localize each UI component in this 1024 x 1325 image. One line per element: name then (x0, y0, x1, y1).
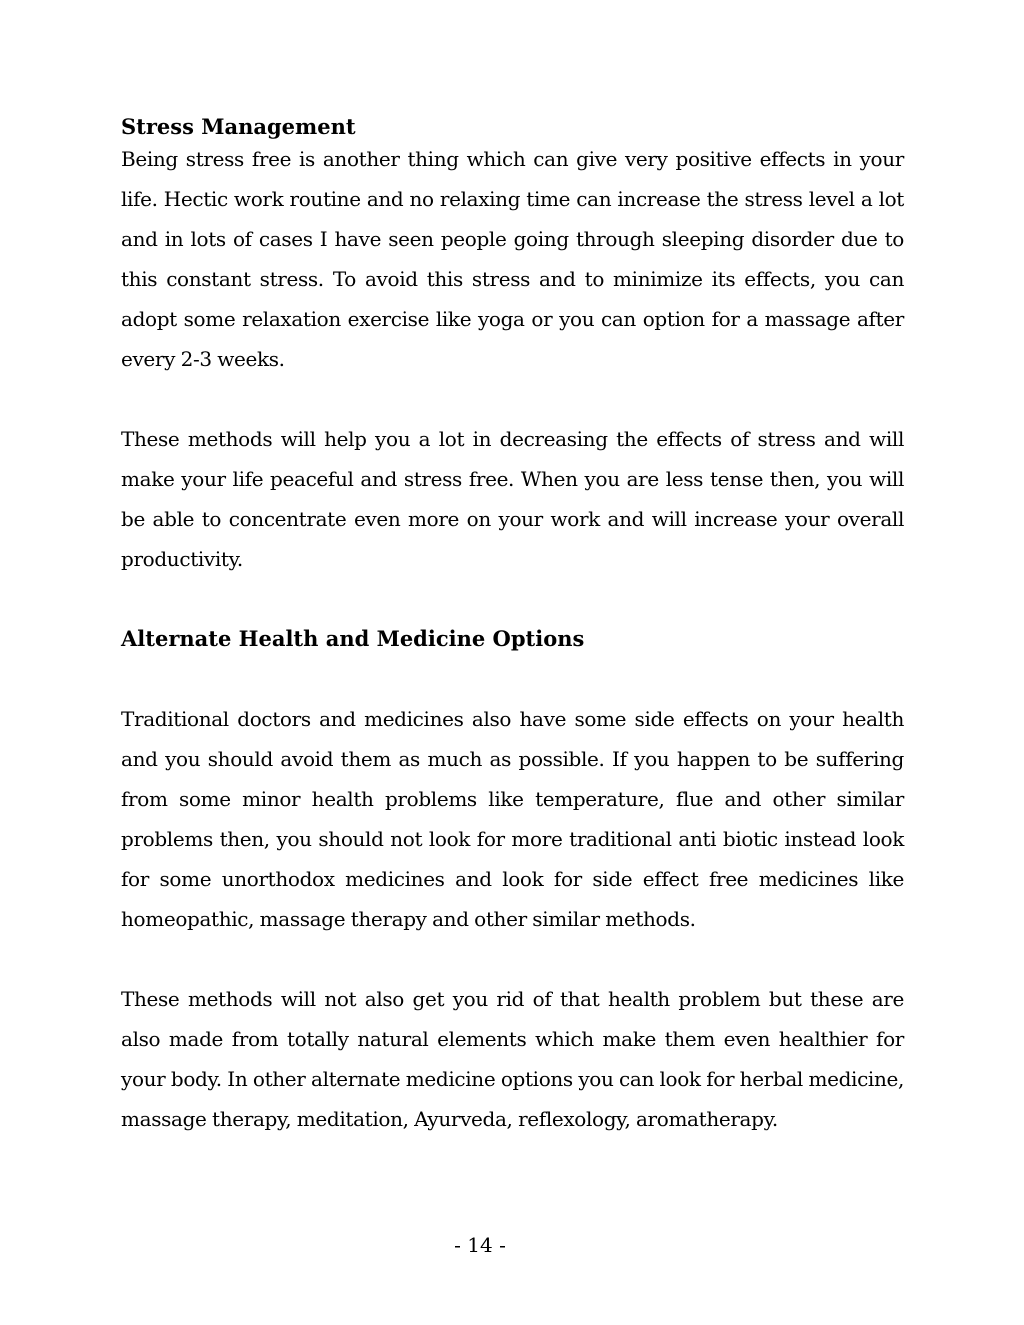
section-heading-alternate-health: Alternate Health and Medicine Options (121, 626, 585, 651)
paragraph: These methods will help you a lot in decreasing the effects of stress and will make your life peaceful and stress free. When you are less tense then, you will be able to concentrate even more on your work and will increase your overall productivity. (121, 427, 904, 571)
document-body (121, 113, 904, 1139)
page-number: - 14 - (454, 1233, 506, 1257)
paragraph: These methods will not also get you rid of that health problem but these are also made from totally natural elements which make them even healthier for your body. In other alternate medicine options you can look for herbal medicine, massage therapy, meditation, Ayurveda, reflexology, aromatherapy. (121, 987, 904, 1131)
paragraph: Traditional doctors and medicines also have some side effects on your health and you should avoid them as much as possible. If you happen to be suffering from some minor health problems like temperature, flue and other similar problems then, you should not look for more traditional anti biotic instead look for some unorthodox medicines and look for side effect free medicines like homeopathic, massage therapy and other similar methods. (121, 707, 904, 931)
paragraph: Being stress free is another thing which can give very positive effects in your life. Hectic work routine and no relaxing time can increase the stress level a lot and in lots of cases I have seen people going through sleeping disorder due to this constant stress. To avoid this stress and to minimize its effects, you can adopt some relaxation exercise like yoga or you can option for a massage after every 2-3 weeks. (121, 147, 904, 371)
section-heading-stress-management: Stress Management (121, 114, 356, 139)
